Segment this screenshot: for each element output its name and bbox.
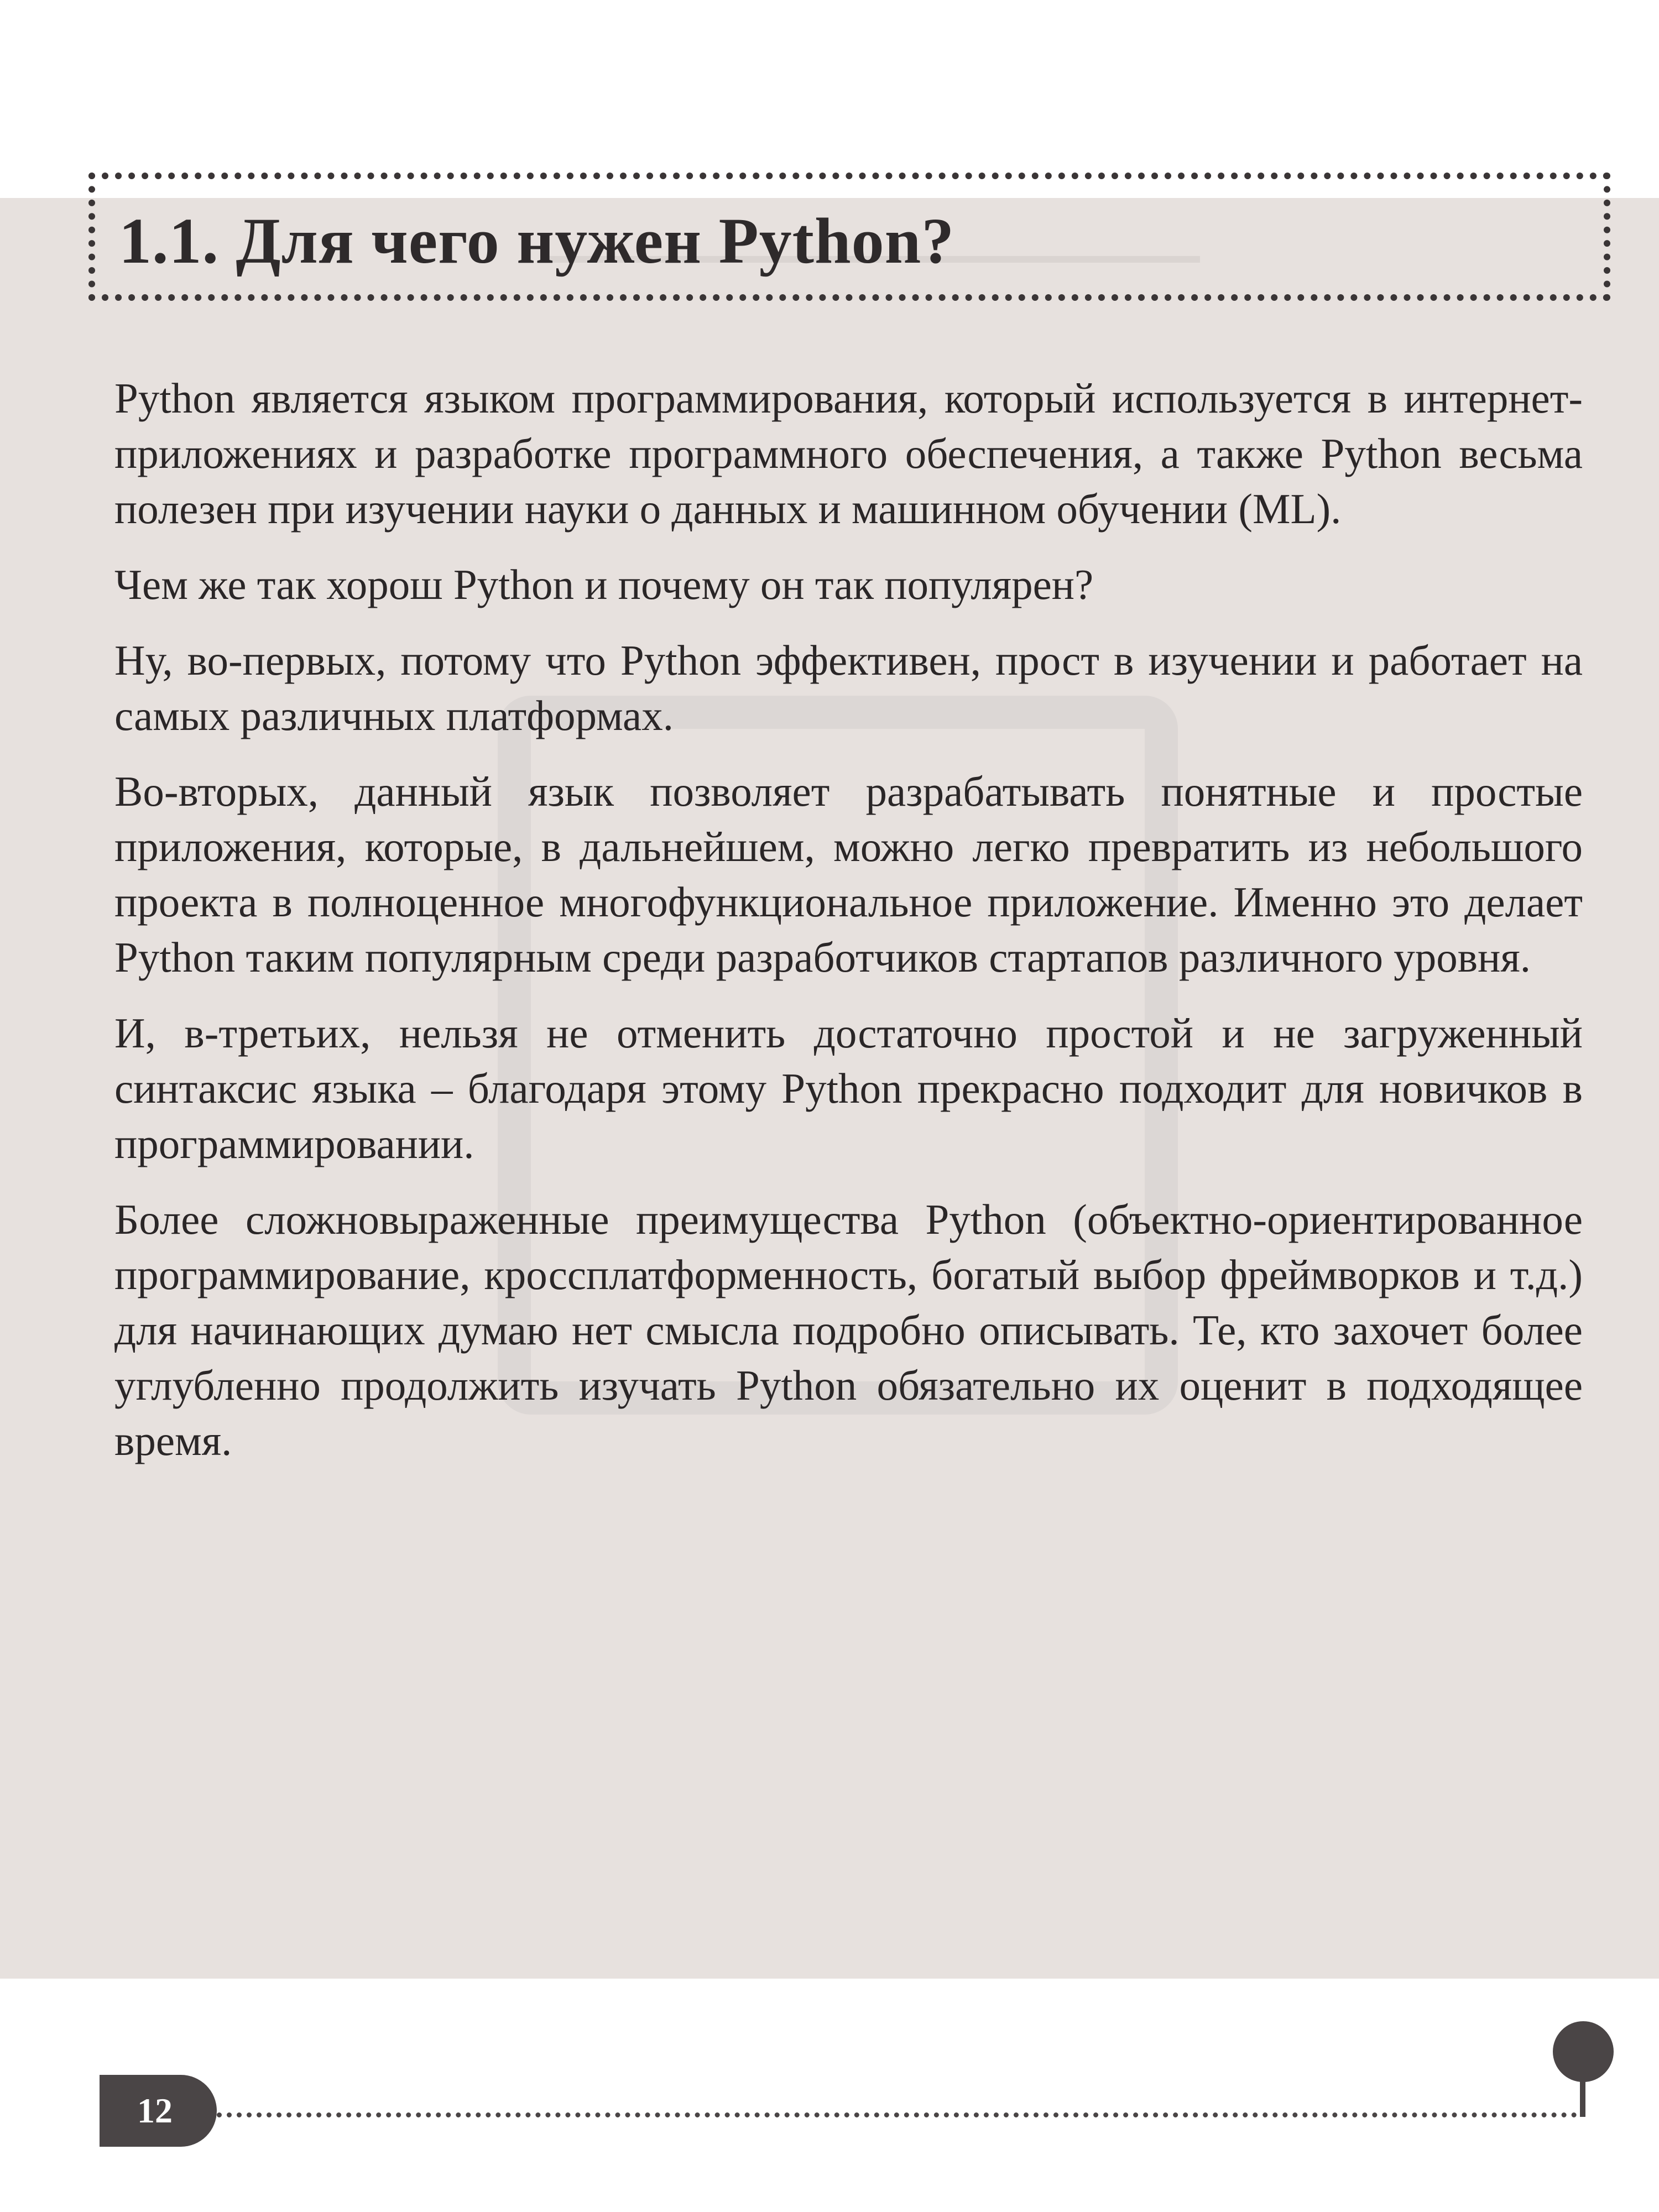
- page-number-badge: [100, 2075, 217, 2147]
- footer-pin-icon: [1553, 2021, 1614, 2082]
- section-title: 1.1. Для чего нужен Python?: [119, 205, 955, 277]
- paragraph: И, в-третьих, нельзя не отменить достаточно простой и не загруженный синтаксис языка – благодаря этому Python прекрасно подходит для новичков в программировании.: [114, 1009, 1583, 1167]
- paragraph: Чем же так хорош Python и почему он так популярен?: [114, 561, 1094, 608]
- page-number: 12: [137, 2091, 173, 2130]
- footer-dotted-rule: [217, 2112, 1577, 2117]
- paragraph: Во-вторых, данный язык позволяет разрабатывать понятные и простые приложения, которые, в дальнейшем, можно легко превратить из небольшого проекта в полноценное многофункциональное приложение. Именно это делает Python таким популярным среди разработчиков стартапов различного уровня.: [114, 768, 1583, 981]
- paragraph: Более сложновыраженные преимущества Python (объектно-ориентированное программирование, кроссплатформенность, богатый выбор фреймворков и т.д.) для начинающих думаю нет смысла подробно описывать. Те, кто захочет более углубленно продолжить изучать Python обязательно их оценит в подходящее время.: [114, 1196, 1583, 1464]
- paragraph: Python является языком программирования, который используется в интернет-приложениях и разработке программного обеспечения, а также Python весьма полезен при изучении науки о данных и машинном обучении (ML).: [114, 374, 1583, 533]
- paragraph: Ну, во-первых, потому что Python эффективен, прост в изучении и работает на самых различных платформах.: [114, 637, 1583, 739]
- body-text: [114, 371, 1583, 1489]
